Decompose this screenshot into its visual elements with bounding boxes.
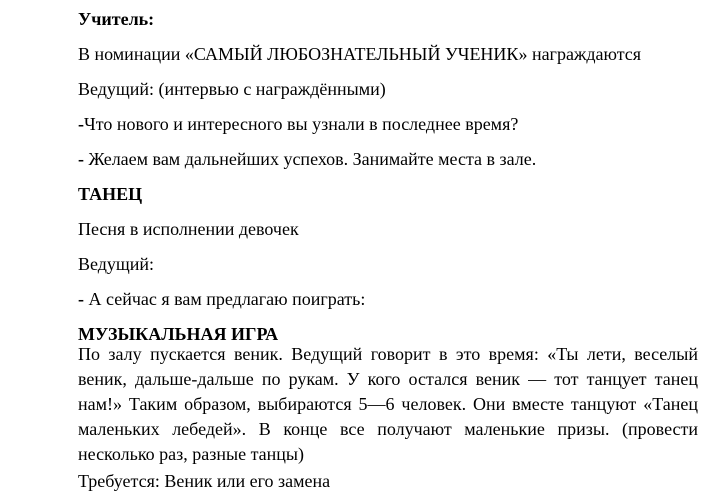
game-description-line: нам!» Таким образом, выбираются 5—6 человек. Они вместе танцуют «Танец xyxy=(78,394,698,414)
dance-heading: ТАНЕЦ xyxy=(78,184,143,204)
dash-prefix: - xyxy=(78,149,89,169)
host-interview-line: Ведущий: (интервью с награждёнными) xyxy=(78,79,386,99)
play-offer-line-text: А сейчас я вам предлагаю поиграть: xyxy=(88,289,366,309)
musical-game-heading: МУЗЫКАЛЬНАЯ ИГРА xyxy=(78,324,279,344)
teacher-heading: Учитель: xyxy=(78,9,155,29)
question-line xyxy=(78,111,698,137)
question-line-text: Что нового и интересного вы узнали в последнее время? xyxy=(84,114,519,134)
document-page xyxy=(78,0,698,494)
play-offer-line xyxy=(78,286,698,312)
dash-prefix: - xyxy=(78,289,89,309)
game-description-line: маленьких лебедей». В конце все получают маленькие призы. (провести xyxy=(78,419,698,439)
nomination-line: В номинации «САМЫЙ ЛЮБОЗНАТЕЛЬНЫЙ УЧЕНИК» награждаются xyxy=(78,44,642,64)
wishes-line xyxy=(78,146,698,172)
dash-prefix: - xyxy=(78,114,84,134)
song-line: Песня в исполнении девочек xyxy=(78,219,299,239)
game-description-paragraph xyxy=(78,342,698,467)
host-line: Ведущий: xyxy=(78,254,155,274)
game-description-line: веник, дальше-дальше по рукам. У кого остался веник — тот танцует танец xyxy=(78,369,698,389)
game-description-line: По залу пускается веник. Ведущий говорит в это время: «Ты лети, веселый xyxy=(78,344,698,364)
game-description-line: несколько раз, разные танцы) xyxy=(78,444,305,464)
requirements-line: Требуется: Веник или его замена xyxy=(78,471,331,491)
wishes-line-text: Желаем вам дальнейших успехов. Занимайте места в зале. xyxy=(88,149,537,169)
